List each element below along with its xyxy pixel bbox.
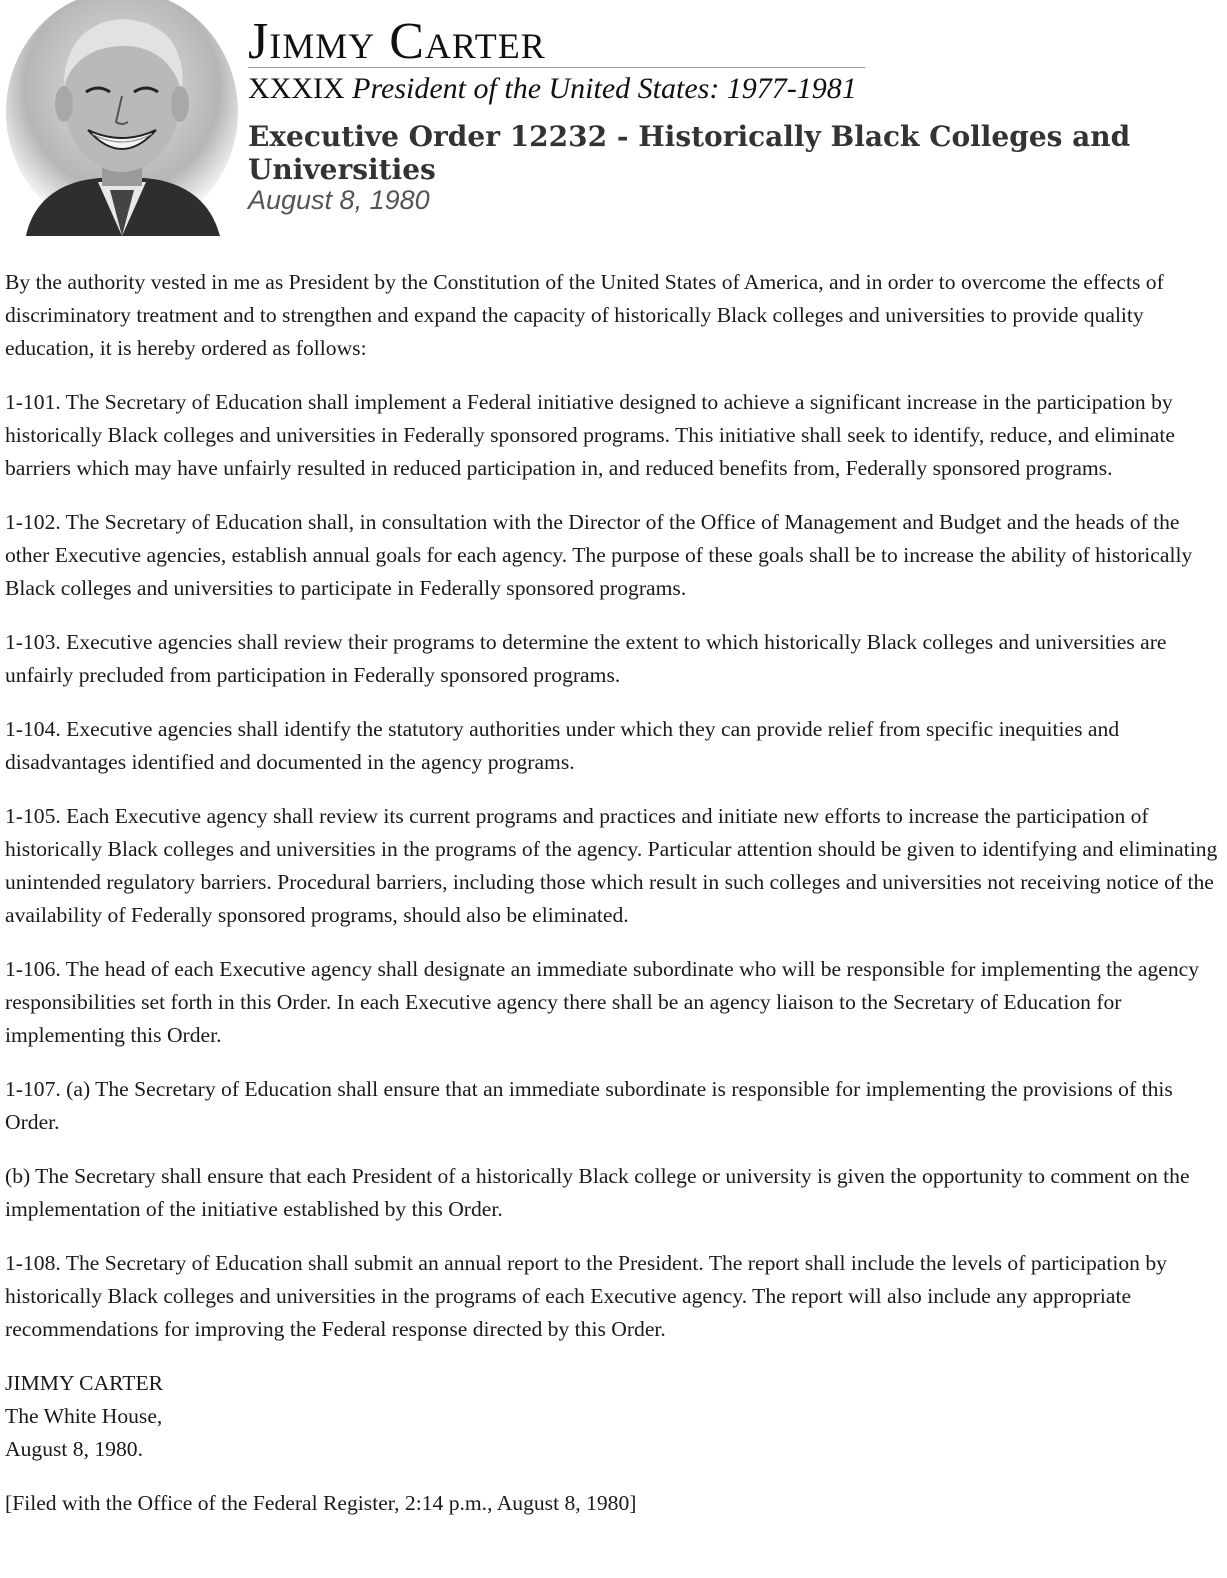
section-paragraph: (b) The Secretary shall ensure that each President of a historically Black college or university is given the opportunity to comment on the implementation of the initiative established by this Order.: [5, 1164, 1190, 1221]
page-header: [0, 0, 1227, 240]
section-paragraph: 1-104. Executive agencies shall identify the statutory authorities under which they can provide relief from specific inequities and disadvantages identified and documented in the agency programs.: [5, 717, 1120, 774]
preamble-paragraph: By the authority vested in me as President by the Constitution of the United States of America, and in order to overcome the effects of discriminatory treatment and to strengthen and expand the capacity of historically Black colleges and universities to provide quality education, it is hereby ordered as follows:: [5, 270, 1164, 360]
section-paragraph: 1-105. Each Executive agency shall review its current programs and practices and initiate new efforts to increase the participation of historically Black colleges and universities in the programs of the agency. Particular attention should be given to identifying and eliminating unintended regulatory barriers. Procedural barriers, including those which result in such colleges and universities not receiving notice of the availability of Federally sponsored programs, should also be eliminated.: [5, 804, 1218, 927]
president-portrait-icon: [6, 0, 238, 236]
section-paragraph: 1-101. The Secretary of Education shall implement a Federal initiative designed to achieve a significant increase in the participation by historically Black colleges and universities in Federally sponsored programs. This initiative shall seek to identify, reduce, and eliminate barriers which may have unfairly resulted in reduced participation in, and reduced benefits from, Federally sponsored programs.: [5, 390, 1175, 480]
section-paragraph: 1-103. Executive agencies shall review their programs to determine the extent to which historically Black colleges and universities are unfairly precluded from participation in Federally sponsored programs.: [5, 630, 1167, 687]
document-title: Executive Order 12232 - Historically Black Colleges and Universities: [248, 120, 1131, 186]
president-office: President of the United States: 1977-1981: [352, 72, 857, 105]
signature-place: The White House,: [5, 1404, 163, 1428]
document-date: August 8, 1980: [248, 185, 430, 215]
section-paragraph: 1-108. The Secretary of Education shall submit an annual report to the President. The report shall include the levels of participation by historically Black colleges and universities in the programs of each Executive agency. The report will also include any appropriate recommendations for improving the Federal response directed by this Order.: [5, 1251, 1167, 1341]
president-name: Jimmy Carter: [248, 13, 546, 70]
section-paragraph: 1-102. The Secretary of Education shall, in consultation with the Director of the Office of Management and Budget and the heads of the other Executive agencies, establish annual goals for each agency. The purpose of these goals shall be to increase the ability of historically Black colleges and universities to participate in Federally sponsored programs.: [5, 510, 1193, 600]
president-ordinal: XXXIX: [248, 72, 345, 105]
signature-date: August 8, 1980.: [5, 1437, 143, 1461]
president-subtitle: [248, 72, 868, 106]
document-body: [5, 266, 1219, 1541]
president-name-block: [248, 14, 868, 106]
filing-note: [Filed with the Office of the Federal Register, 2:14 p.m., August 8, 1980]: [5, 1491, 637, 1515]
signature-name: JIMMY CARTER: [5, 1371, 164, 1395]
name-divider: [248, 67, 865, 68]
signature-block: [5, 1367, 1219, 1466]
section-paragraph: 1-107. (a) The Secretary of Education shall ensure that an immediate subordinate is responsible for implementing the provisions of this Order.: [5, 1077, 1173, 1134]
section-paragraph: 1-106. The head of each Executive agency shall designate an immediate subordinate who will be responsible for implementing the agency responsibilities set forth in this Order. In each Executive agency there shall be an agency liaison to the Secretary of Education for implementing this Order.: [5, 957, 1200, 1047]
